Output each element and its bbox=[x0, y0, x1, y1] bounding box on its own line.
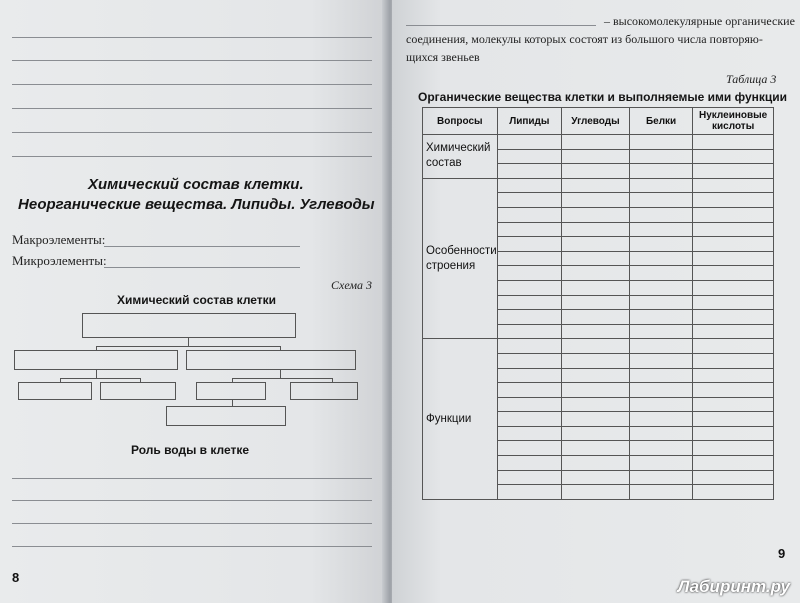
table-cell[interactable] bbox=[629, 295, 692, 310]
diagram-connector bbox=[280, 370, 281, 378]
table-cell[interactable] bbox=[562, 295, 630, 310]
table-cell[interactable] bbox=[497, 310, 561, 325]
site-watermark: Лабиринт.ру bbox=[677, 577, 790, 596]
table-cell[interactable] bbox=[693, 368, 774, 383]
table-cell[interactable] bbox=[693, 485, 774, 500]
table-cell[interactable] bbox=[629, 324, 692, 339]
table-cell[interactable] bbox=[629, 207, 692, 222]
table-header-row bbox=[423, 108, 774, 135]
page-number: 8 bbox=[12, 570, 20, 585]
ruled-line bbox=[12, 156, 372, 157]
organic-substances-table bbox=[422, 107, 774, 500]
table-cell[interactable] bbox=[693, 426, 774, 441]
table-caption: Таблица 3 bbox=[726, 72, 777, 86]
diagram-connector bbox=[232, 378, 332, 379]
table-cell[interactable] bbox=[693, 397, 774, 412]
table-cell[interactable] bbox=[629, 149, 692, 164]
diagram-box-left[interactable] bbox=[14, 350, 178, 370]
table-cell[interactable] bbox=[693, 207, 774, 222]
diagram-box-right-1[interactable] bbox=[196, 382, 266, 400]
table-cell[interactable] bbox=[693, 310, 774, 325]
table-cell[interactable] bbox=[629, 178, 692, 193]
diagram-connector bbox=[96, 370, 97, 378]
diagram-box-bottom[interactable] bbox=[166, 406, 286, 426]
table-cell[interactable] bbox=[497, 383, 561, 398]
table-cell[interactable] bbox=[562, 266, 630, 281]
table-cell[interactable] bbox=[562, 324, 630, 339]
diagram-box-left-2[interactable] bbox=[100, 382, 176, 400]
table-cell[interactable] bbox=[497, 164, 561, 179]
diagram-connector bbox=[96, 346, 280, 347]
table-cell[interactable] bbox=[562, 310, 630, 325]
table-cell[interactable] bbox=[497, 193, 561, 208]
table-cell[interactable] bbox=[693, 280, 774, 295]
table-cell[interactable] bbox=[562, 470, 630, 485]
table-cell[interactable] bbox=[562, 412, 630, 427]
diagram-box-left-1[interactable] bbox=[18, 382, 92, 400]
table-cell[interactable] bbox=[497, 339, 561, 354]
right-page bbox=[392, 0, 800, 603]
table-cell[interactable] bbox=[629, 485, 692, 500]
intro-line3: щихся звеньев bbox=[406, 50, 480, 64]
chapter-title-line1: Химический состав клетки. bbox=[88, 176, 304, 193]
column-header: Вопросы bbox=[423, 108, 498, 135]
table-cell[interactable] bbox=[629, 470, 692, 485]
table-cell[interactable] bbox=[497, 456, 561, 471]
table-cell[interactable] bbox=[629, 164, 692, 179]
column-header: Липиды bbox=[497, 108, 561, 135]
table-cell[interactable] bbox=[497, 251, 561, 266]
table-cell[interactable] bbox=[562, 456, 630, 471]
table-cell[interactable] bbox=[497, 324, 561, 339]
table-cell[interactable] bbox=[693, 412, 774, 427]
table-cell[interactable] bbox=[693, 164, 774, 179]
column-header: Белки bbox=[629, 108, 692, 135]
row-label: Химический состав bbox=[423, 135, 498, 179]
table-cell[interactable] bbox=[497, 295, 561, 310]
table-cell[interactable] bbox=[693, 149, 774, 164]
table-cell[interactable] bbox=[693, 456, 774, 471]
table-cell[interactable] bbox=[562, 353, 630, 368]
table-cell[interactable] bbox=[497, 485, 561, 500]
table-cell[interactable] bbox=[693, 383, 774, 398]
table-cell[interactable] bbox=[562, 135, 630, 150]
table-row bbox=[423, 339, 774, 354]
ruled-line bbox=[12, 478, 372, 479]
table-cell[interactable] bbox=[562, 222, 630, 237]
table-cell[interactable] bbox=[562, 485, 630, 500]
table-cell[interactable] bbox=[497, 412, 561, 427]
table-cell[interactable] bbox=[693, 353, 774, 368]
ruled-line bbox=[12, 546, 372, 547]
row-label: Функции bbox=[423, 339, 498, 500]
table-cell[interactable] bbox=[693, 222, 774, 237]
table-cell[interactable] bbox=[629, 310, 692, 325]
table-cell[interactable] bbox=[562, 251, 630, 266]
table-cell[interactable] bbox=[562, 339, 630, 354]
table-cell[interactable] bbox=[562, 164, 630, 179]
left-page bbox=[0, 0, 388, 603]
table-cell[interactable] bbox=[629, 441, 692, 456]
table-cell[interactable] bbox=[629, 237, 692, 252]
table-cell[interactable] bbox=[629, 251, 692, 266]
macro-label: Макроэлементы: bbox=[12, 232, 106, 247]
table-cell[interactable] bbox=[693, 295, 774, 310]
table-cell[interactable] bbox=[629, 426, 692, 441]
table-cell[interactable] bbox=[629, 193, 692, 208]
table-cell[interactable] bbox=[562, 397, 630, 412]
diagram-box-top[interactable] bbox=[82, 313, 296, 338]
table-cell[interactable] bbox=[629, 135, 692, 150]
table-row bbox=[423, 135, 774, 150]
water-title: Роль воды в клетке bbox=[131, 443, 250, 457]
term-answer-line[interactable] bbox=[406, 25, 596, 26]
table-cell[interactable] bbox=[693, 237, 774, 252]
table-cell[interactable] bbox=[693, 470, 774, 485]
table-cell[interactable] bbox=[562, 193, 630, 208]
table-title: Органические вещества клетки и выполняемые ими функции bbox=[418, 90, 788, 104]
table-cell[interactable] bbox=[562, 426, 630, 441]
ruled-line bbox=[12, 500, 372, 501]
table-cell[interactable] bbox=[562, 178, 630, 193]
table-cell[interactable] bbox=[562, 237, 630, 252]
ruled-line bbox=[12, 37, 372, 38]
table-cell[interactable] bbox=[562, 207, 630, 222]
ruled-line bbox=[12, 60, 372, 61]
table-cell[interactable] bbox=[497, 426, 561, 441]
table-cell[interactable] bbox=[693, 266, 774, 281]
table-cell[interactable] bbox=[693, 339, 774, 354]
table-cell[interactable] bbox=[497, 441, 561, 456]
table-cell[interactable] bbox=[497, 222, 561, 237]
table-cell[interactable] bbox=[497, 353, 561, 368]
table-cell[interactable] bbox=[562, 280, 630, 295]
table-cell[interactable] bbox=[693, 441, 774, 456]
table-cell[interactable] bbox=[497, 149, 561, 164]
micro-answer-line[interactable] bbox=[104, 267, 300, 268]
table-cell[interactable] bbox=[497, 178, 561, 193]
table-cell[interactable] bbox=[497, 237, 561, 252]
page-number: 9 bbox=[778, 546, 786, 561]
table-cell[interactable] bbox=[629, 456, 692, 471]
diagram-connector bbox=[188, 338, 189, 346]
ruled-line bbox=[12, 108, 372, 109]
table-cell[interactable] bbox=[629, 222, 692, 237]
table-cell[interactable] bbox=[562, 441, 630, 456]
table-cell[interactable] bbox=[629, 280, 692, 295]
table-cell[interactable] bbox=[497, 266, 561, 281]
schema-title: Химический состав клетки bbox=[117, 293, 277, 307]
table-cell[interactable] bbox=[629, 266, 692, 281]
table-cell[interactable] bbox=[562, 149, 630, 164]
table-cell[interactable] bbox=[629, 339, 692, 354]
intro-line2: соединения, молекулы которых состоят из большого числа повторяю- bbox=[406, 32, 763, 46]
row-label: Особенности строения bbox=[423, 178, 498, 339]
table-cell[interactable] bbox=[629, 368, 692, 383]
diagram-box-right-2[interactable] bbox=[290, 382, 358, 400]
chapter-title-line2: Неорганические вещества. Липиды. Углеводы bbox=[18, 196, 375, 213]
micro-label: Микроэлементы: bbox=[12, 253, 107, 268]
table-cell[interactable] bbox=[497, 397, 561, 412]
table-cell[interactable] bbox=[629, 353, 692, 368]
table-cell[interactable] bbox=[693, 324, 774, 339]
table-cell[interactable] bbox=[629, 383, 692, 398]
table-cell[interactable] bbox=[629, 397, 692, 412]
intro-line1: – высокомолекулярные органические bbox=[604, 14, 795, 28]
schema-caption: Схема 3 bbox=[331, 278, 373, 292]
table-cell[interactable] bbox=[562, 383, 630, 398]
table-cell[interactable] bbox=[497, 135, 561, 150]
macro-answer-line[interactable] bbox=[104, 246, 300, 247]
ruled-line bbox=[12, 523, 372, 524]
diagram-connector bbox=[60, 378, 140, 379]
table-cell[interactable] bbox=[497, 368, 561, 383]
table-cell[interactable] bbox=[497, 470, 561, 485]
table-cell[interactable] bbox=[562, 368, 630, 383]
table-cell[interactable] bbox=[693, 178, 774, 193]
table-cell[interactable] bbox=[693, 251, 774, 266]
table-cell[interactable] bbox=[629, 412, 692, 427]
table-cell[interactable] bbox=[497, 207, 561, 222]
table-cell[interactable] bbox=[693, 135, 774, 150]
table-cell[interactable] bbox=[497, 280, 561, 295]
table-row bbox=[423, 178, 774, 193]
ruled-line bbox=[12, 84, 372, 85]
ruled-line bbox=[12, 132, 372, 133]
column-header: Нуклеиновые кислоты bbox=[693, 108, 774, 135]
table-cell[interactable] bbox=[693, 193, 774, 208]
column-header: Углеводы bbox=[562, 108, 630, 135]
diagram-box-right[interactable] bbox=[186, 350, 356, 370]
